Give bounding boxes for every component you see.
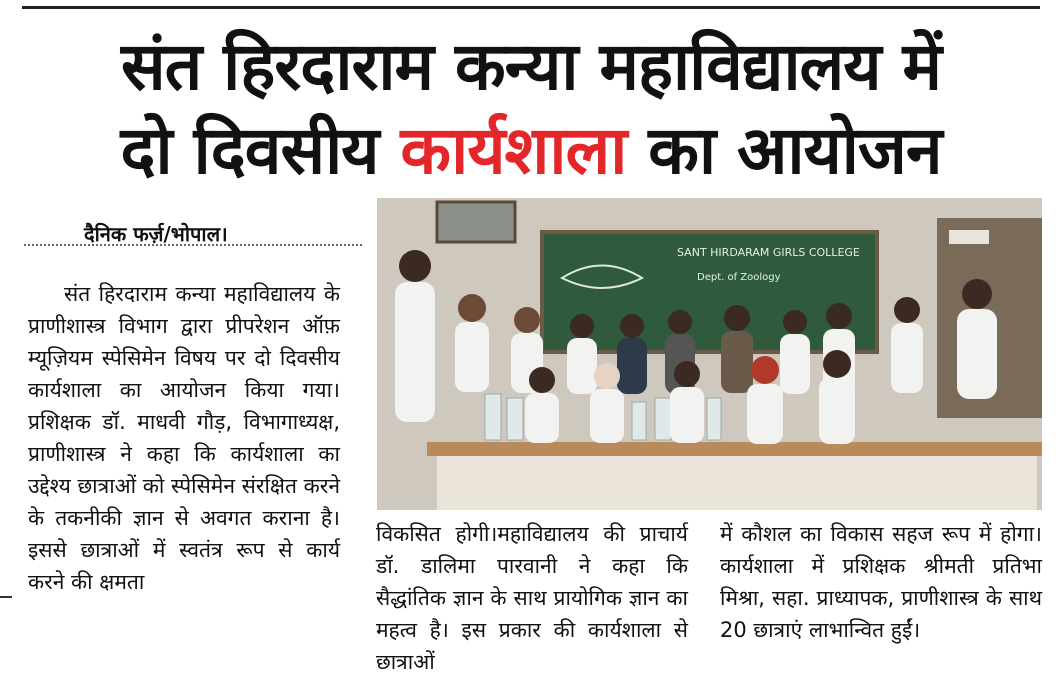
article-col1-text: संत हिरदाराम कन्या महाविद्यालय के प्राणीशास्त्र विभाग द्वारा प्रीपरेशन ऑफ़ म्यूज़ियम स्पेसिमेन विषय पर दो दिवसीय कार्यशाला का आयोजन किया गया। प्रशिक्षक डॉ. माधवी गौड़, विभागाध्यक्ष, प्राणीशास्त्र ने कहा कि कार्यशाला का उद्देश्य छात्राओं को स्पेसिमेन संरक्षित करने के तकनीकी ज्ञान से अवगत कराना है। इससे छात्राओं में स्वतंत्र रूप से कार्य करने की क्षमता <box>28 282 340 594</box>
dateline: दैनिक फर्ज़/भोपाल। <box>84 222 228 246</box>
article-column-2 <box>376 518 688 678</box>
margin-mark <box>0 596 12 598</box>
headline-highlight: कार्यशाला <box>400 112 627 189</box>
headline-pre: दो दिवसीय <box>120 112 401 189</box>
dateline-divider <box>24 244 362 246</box>
article-column-1 <box>28 278 340 598</box>
headline-line-1: संत हिरदाराम कन्या महाविद्यालय में <box>120 28 942 105</box>
news-photo <box>377 198 1042 510</box>
board-title: SANT HIRDARAM GIRLS COLLEGE <box>677 246 860 259</box>
board-subtitle: Dept. of Zoology <box>697 272 781 283</box>
article-col3-text: में कौशल का विकास सहज रूप में होगा। कार्यशाला में प्रशिक्षक श्रीमती प्रतिभा मिश्रा, सहा. प्राध्यापक, प्राणीशास्त्र के साथ 20 छात्राएं लाभान्वित हुईं। <box>720 522 1042 642</box>
headline-post: का आयोजन <box>626 112 942 189</box>
headline-line-2 <box>0 112 1062 189</box>
workshop-photo-illustration <box>377 198 1042 510</box>
article-col2-text: विकसित होगी।महाविद्यालय की प्राचार्य डॉ. डालिमा पारवानी ने कहा कि सैद्धांतिक ज्ञान के साथ प्रायोगिक ज्ञान का महत्व है। इस प्रकार की कार्यशाला से छात्राओं <box>376 522 688 674</box>
article-column-3 <box>720 518 1042 646</box>
top-rule <box>22 6 1040 9</box>
